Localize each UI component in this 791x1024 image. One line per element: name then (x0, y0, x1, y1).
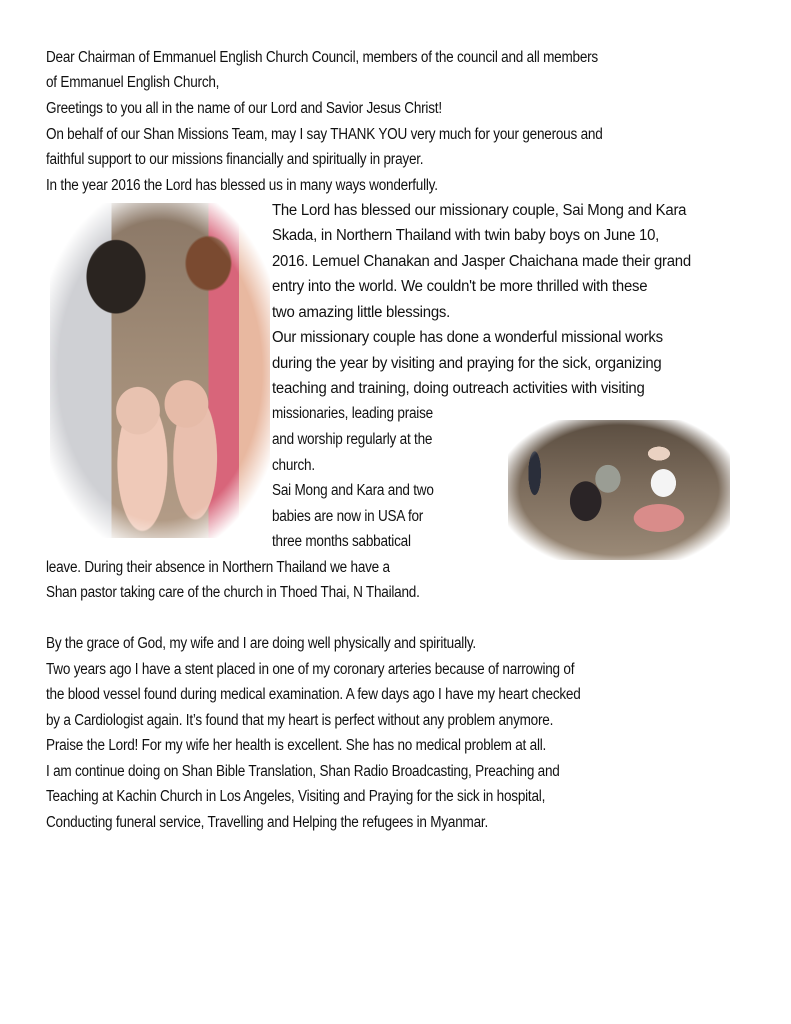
personal-line: By the grace of God, my wife and I are doing well physically and spiritually. (46, 635, 476, 652)
visiting-sick-photo (508, 420, 730, 560)
missionary-line: entry into the world. We couldn't be more thrilled with these (272, 278, 648, 295)
narrow-line: and worship regularly at the (272, 431, 433, 448)
greeting-line: Greetings to you all in the name of our Lord and Savior Jesus Christ! (46, 100, 442, 117)
year-blessing-line: In the year 2016 the Lord has blessed us in many ways wonderfully. (46, 177, 438, 194)
narrow-line: Sai Mong and Kara and two (272, 482, 434, 499)
personal-line: Praise the Lord! For my wife her health is excellent. She has no medical problem at all. (46, 737, 547, 754)
missionary-line: 2016. Lemuel Chanakan and Jasper Chaichana made their grand (272, 253, 691, 270)
personal-line: Conducting funeral service, Travelling and Helping the refugees in Myanmar. (46, 814, 488, 831)
personal-line: Two years ago I have a stent placed in one of my coronary arteries because of narrowing of (46, 661, 575, 678)
missionary-line: during the year by visiting and praying for the sick, organizing (272, 355, 662, 372)
narrow-line: three months sabbatical (272, 533, 411, 550)
salutation-line-2: of Emmanuel English Church, (46, 74, 220, 91)
missionary-line: The Lord has blessed our missionary couple, Sai Mong and Kara (272, 202, 687, 219)
sabbatical-line-1: leave. During their absence in Northern Thailand we have a (46, 559, 390, 576)
missionary-line: Our missionary couple has done a wonderful missional works (272, 329, 663, 346)
missionary-line: two amazing little blessings. (272, 304, 451, 321)
missionary-line: Skada, in Northern Thailand with twin baby boys on June 10, (272, 227, 660, 244)
sabbatical-line-2: Shan pastor taking care of the church in Thoed Thai, N Thailand. (46, 584, 420, 601)
narrow-line: babies are now in USA for (272, 508, 424, 525)
personal-line: by a Cardiologist again. It’s found that my heart is perfect without any problem anymore. (46, 712, 554, 729)
personal-line: I am continue doing on Shan Bible Translation, Shan Radio Broadcasting, Preaching and (46, 763, 560, 780)
narrow-line: church. (272, 457, 315, 474)
thanks-line-2: faithful support to our missions financially and spiritually in prayer. (46, 151, 424, 168)
personal-line: the blood vessel found during medical examination. A few days ago I have my heart checked (46, 686, 581, 703)
thanks-line-1: On behalf of our Shan Missions Team, may I say THANK YOU very much for your generous and (46, 126, 603, 143)
twins-photo (50, 203, 270, 538)
personal-line: Teaching at Kachin Church in Los Angeles, Visiting and Praying for the sick in hospital, (46, 788, 546, 805)
missionary-line: teaching and training, doing outreach activities with visiting (272, 380, 645, 397)
salutation-line-1: Dear Chairman of Emmanuel English Church Council, members of the council and all members (46, 49, 598, 66)
narrow-line: missionaries, leading praise (272, 405, 433, 422)
